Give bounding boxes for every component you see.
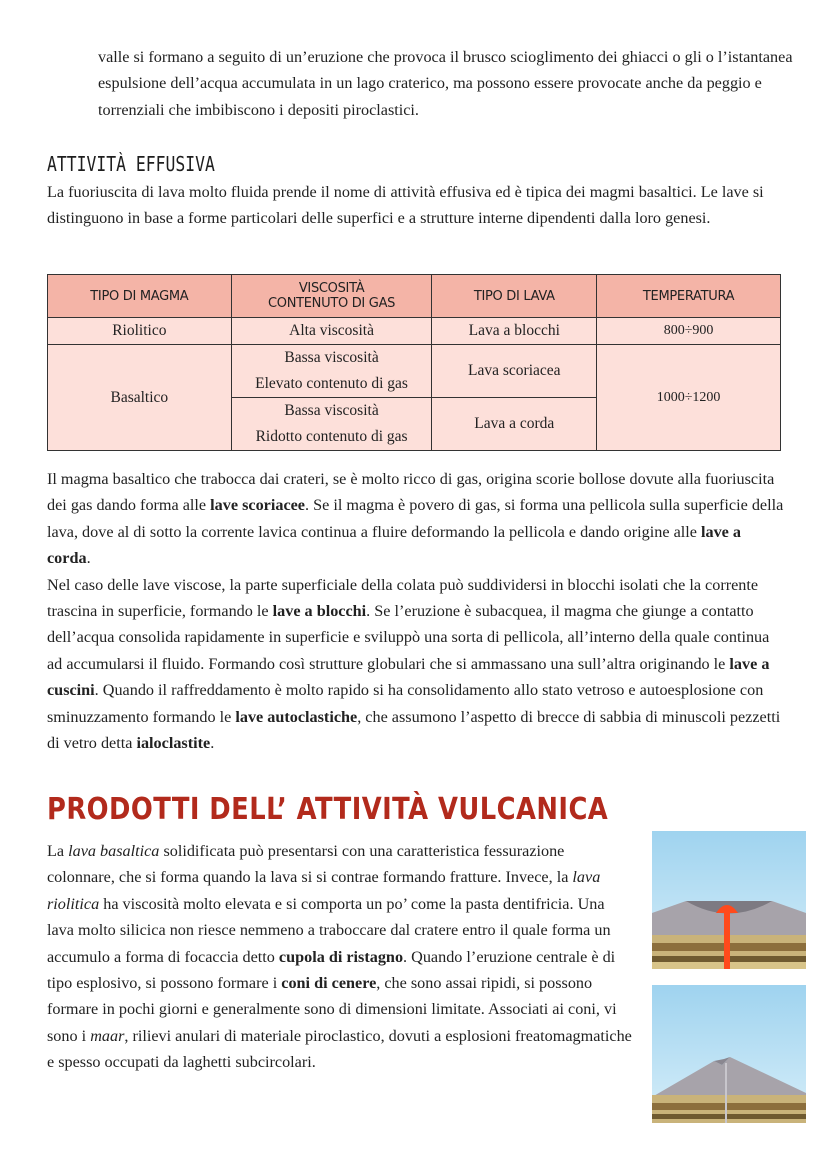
header-viscosity bbox=[231, 275, 432, 318]
cell-viscosity bbox=[231, 398, 432, 451]
cell-viscosity-line1: Bassa viscosità bbox=[284, 402, 379, 419]
cell-viscosity-line2: Elevato contenuto di gas bbox=[255, 375, 408, 392]
text: . Se l’eruzione è subacquea, il magma che giunge a contatto dell’acqua consolida rapidamente in superficie e sviluppò una sorta di pellicola, all’interno della quale continua ad accumularsi il fluido. Formando così strutture globulari che si ammassano una sull’altra originando le bbox=[47, 602, 770, 673]
text: Il magma basaltico che trabocca dai crateri, se è molto ricco di gas, origina scorie bollose dovute alla fuoriuscita dei gas dando forma alle bbox=[47, 470, 775, 515]
term-lave-autoclastiche: lave autoclastiche bbox=[235, 707, 358, 726]
text: . bbox=[86, 549, 91, 568]
text: . Se il magma è povero di gas, si forma una pellicola sulla superficie della lava, dove al di sotto la corrente lavica continua a fluire deformando la pellicola e dando origine alle bbox=[47, 496, 784, 541]
header-lava: TIPO DI LAVA bbox=[432, 275, 597, 318]
section-heading-products: PRODOTTI DELL’ ATTIVITÀ VULCANICA bbox=[47, 792, 609, 827]
table-row bbox=[48, 345, 781, 398]
lava-types-table bbox=[47, 274, 781, 451]
term-lava-riolitica: lava riolitica bbox=[47, 868, 601, 913]
cell-viscosity: Alta viscosità bbox=[231, 318, 432, 345]
text: ha viscosità molto elevata e si comporta un po’ come la pasta dentifricia. Una lava molto silicica non riesce nemmeno a traboccare dal cratere entro il quale forma un accumulo a forma di focaccia detto bbox=[47, 894, 611, 966]
intro-paragraph: valle si formano a seguito di un’eruzione che provoca il brusco scioglimento dei ghiacci o gli o l’istantanea espulsione dell’acqua accumulata in un lago craterico, ma possono essere provocate anche da peggio e torrenziali che imbibiscono i depositi piroclastici. bbox=[98, 48, 793, 119]
cinder-cone-illustration bbox=[652, 985, 806, 1123]
text: . Quando il raffreddamento è molto rapido si ha consolidamento allo stato vetroso e autoesplosione con sminuzzamento formando le bbox=[47, 681, 764, 726]
header-temperature: TEMPERATURA bbox=[597, 275, 781, 318]
term-coni-di-cenere: coni di cenere bbox=[281, 974, 377, 993]
text: solidificata può presentarsi con una caratteristica fessurazione colonnare, che si forma quando la lava si si contrae formando fratture. Invece, la bbox=[47, 842, 573, 887]
term-lava-basaltica: lava basaltica bbox=[68, 842, 160, 860]
cell-magma: Riolitico bbox=[48, 318, 232, 345]
term-maar: maar bbox=[90, 1026, 125, 1045]
cell-lava: Lava scoriacea bbox=[432, 345, 597, 398]
text: . bbox=[210, 734, 215, 753]
table-header-row bbox=[48, 275, 781, 318]
text: Nel caso delle lave viscose, la parte superficiale della colata può suddividersi in blocchi isolati che la corrente trascina in superficie, formando le bbox=[47, 575, 759, 621]
cell-viscosity bbox=[231, 345, 432, 398]
text: , che assumono l’aspetto di brecce di sabbia di minuscoli pezzetti di vetro detta bbox=[47, 707, 781, 753]
term-lave-a-cuscini: lave a cuscini bbox=[47, 654, 770, 700]
basaltic-lava-paragraph bbox=[47, 466, 787, 756]
cell-magma: Basaltico bbox=[48, 345, 232, 451]
table-row bbox=[48, 318, 781, 345]
text: , rilievi anulari di materiale piroclastico, dovuti a esplosioni freatomagmatiche e spesso occupati da laghetti subcircolari. bbox=[47, 1026, 632, 1072]
cell-temperature: 1000÷1200 bbox=[597, 345, 781, 451]
cell-lava: Lava a blocchi bbox=[432, 318, 597, 345]
header-magma: TIPO DI MAGMA bbox=[48, 275, 232, 318]
section-heading-effusive: ATTIVITÀ EFFUSIVA bbox=[47, 152, 215, 176]
header-viscosity-line1: VISCOSITÀ bbox=[298, 281, 365, 296]
term-ialoclastite: ialoclastite bbox=[136, 734, 211, 753]
cell-viscosity-line2: Ridotto contenuto di gas bbox=[255, 428, 408, 445]
term-lave-scoriacee: lave scoriacee bbox=[210, 496, 305, 515]
term-lave-a-blocchi: lave a blocchi bbox=[272, 602, 367, 621]
cell-viscosity-line1: Bassa viscosità bbox=[284, 349, 379, 366]
effusive-paragraph: La fuoriuscita di lava molto fluida prende il nome di attività effusiva ed è tipica dei magmi basaltici. Le lave si distinguono in base a forme particolari delle superfici e a strutture interne dipendenti dalla loro genesi. bbox=[47, 183, 764, 228]
term-lave-a-corda: lave a corda bbox=[47, 522, 741, 568]
cell-lava: Lava a corda bbox=[432, 398, 597, 451]
products-paragraph bbox=[47, 838, 632, 1076]
term-cupola-di-ristagno: cupola di ristagno bbox=[278, 947, 404, 966]
text: , che sono assai ripidi, si possono formare in pochi giorni e generalmente sono di dimensioni limitate. Associati ai coni, vi sono i bbox=[47, 974, 617, 1045]
header-viscosity-line2: CONTENUTO DI GAS bbox=[267, 296, 396, 311]
text: La bbox=[47, 842, 69, 860]
cell-temperature: 800÷900 bbox=[597, 318, 781, 345]
lava-dome-illustration bbox=[652, 831, 806, 969]
text: . Quando l’eruzione centrale è di tipo esplosivo, si possono formare i bbox=[47, 947, 616, 993]
